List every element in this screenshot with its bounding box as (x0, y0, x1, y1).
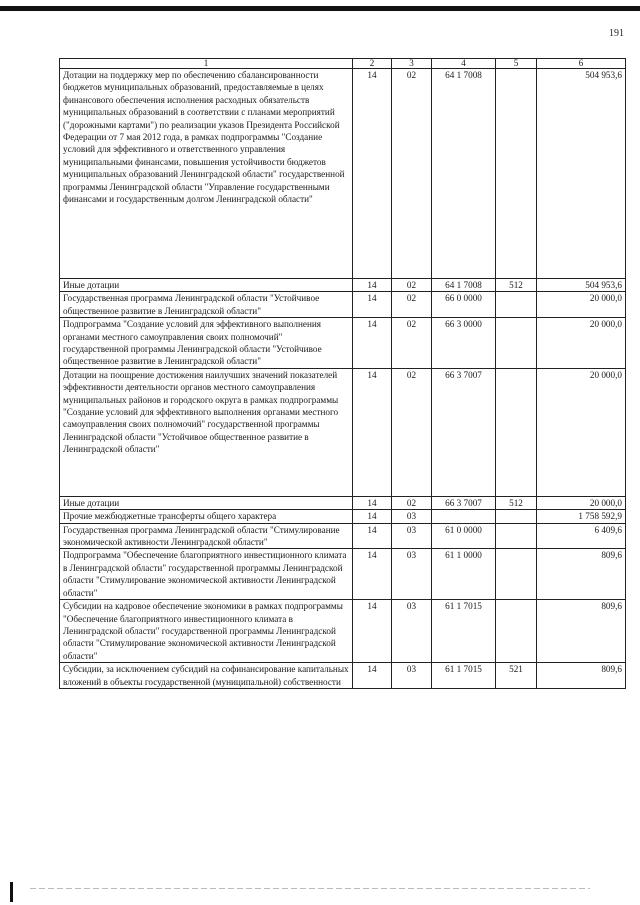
header-col-6: 6 (537, 59, 626, 69)
row-expense-type (496, 600, 537, 663)
row-expense-type: 512 (496, 496, 537, 509)
row-subsection: 03 (392, 663, 432, 689)
row-name: Государственная программа Ленинградской области "Стимулирование экономической активности Ленинградской области" (60, 523, 353, 549)
row-name: Субсидии на кадровое обеспечение экономики в рамках подпрограммы "Обеспечение благоприятного инвестиционного климата в Ленинградской области" государственной программы Ленинградской области "Стимулирование экономической активности Ленинградской области" (60, 600, 353, 663)
row-expense-type (496, 318, 537, 369)
row-target-code: 61 1 7015 (432, 600, 496, 663)
top-border-rule (0, 6, 640, 11)
row-expense-type (496, 368, 537, 496)
row-name: Подпрограмма "Обеспечение благоприятного инвестиционного климата в Ленинградской области" государственной программы Ленинградской области "Стимулирование экономической активности Ленинградской области" (60, 549, 353, 600)
table-row (60, 368, 626, 496)
row-name: Дотации на поощрение достижения наилучших значений показателей эффективности деятельности органов местного самоуправления муниципальных районов и городского округа в рамках подпрограммы "Создание условий для эффективного выполнения органами местного самоуправления своих полномочий" государственной программы Ленинградской области "Устойчивое общественное развитие в Ленинградской области" (60, 368, 353, 496)
scan-edge-mark (10, 882, 13, 902)
row-subsection: 02 (392, 69, 432, 279)
header-col-3: 3 (392, 59, 432, 69)
row-target-code: 66 0 0000 (432, 292, 496, 318)
row-subsection: 03 (392, 510, 432, 523)
row-section: 14 (353, 69, 392, 279)
row-subsection: 02 (392, 368, 432, 496)
row-target-code: 66 3 7007 (432, 496, 496, 509)
row-name: Подпрограмма "Создание условий для эффективного выполнения органами местного самоуправления своих полномочий" государственной программы Ленинградской области "Устойчивое общественное развитие в Ленинградской области" (60, 318, 353, 369)
row-target-code: 66 3 0000 (432, 318, 496, 369)
row-section: 14 (353, 549, 392, 600)
row-amount: 504 953,6 (537, 69, 626, 279)
row-section: 14 (353, 279, 392, 292)
header-col-1: 1 (60, 59, 353, 69)
row-name: Иные дотации (60, 496, 353, 509)
row-subsection: 03 (392, 523, 432, 549)
table-row (60, 318, 626, 369)
row-expense-type (496, 510, 537, 523)
row-subsection: 03 (392, 549, 432, 600)
table-row (60, 279, 626, 292)
row-target-code: 61 0 0000 (432, 523, 496, 549)
row-subsection: 02 (392, 279, 432, 292)
row-subsection: 03 (392, 600, 432, 663)
table-row (60, 549, 626, 600)
row-expense-type (496, 549, 537, 600)
row-amount: 20 000,0 (537, 368, 626, 496)
row-section: 14 (353, 496, 392, 509)
row-expense-type (496, 292, 537, 318)
row-section: 14 (353, 318, 392, 369)
table-row (60, 496, 626, 509)
row-section: 14 (353, 510, 392, 523)
row-subsection: 02 (392, 318, 432, 369)
row-name: Дотации на поддержку мер по обеспечению сбалансированности бюджетов муниципальных образований, предоставляемые в целях финансового обеспечения исполнения расходных обязательств муниципальных образований в соответствии с планами мероприятий ("дорожными картами") по реализации указов Президента Российской Федерации от 7 мая 2012 года, в рамках подпрограммы "Создание условий для эффективного и ответственного управления муниципальными финансами, повышения устойчивости бюджетов муниципальных образований Ленинградской области" государственной программы Ленинградской области "Управление государственными финансами и государственным долгом Ленинградской области" (60, 69, 353, 279)
row-name: Государственная программа Ленинградской области "Устойчивое общественное развитие в Ленинградской области" (60, 292, 353, 318)
row-amount: 809,6 (537, 549, 626, 600)
row-amount: 6 409,6 (537, 523, 626, 549)
table-row (60, 69, 626, 279)
page-number: 191 (609, 28, 624, 39)
row-target-code: 64 1 7008 (432, 69, 496, 279)
row-amount: 504 953,6 (537, 279, 626, 292)
header-col-5: 5 (496, 59, 537, 69)
row-section: 14 (353, 292, 392, 318)
table-row (60, 523, 626, 549)
row-expense-type: 521 (496, 663, 537, 689)
table-row (60, 510, 626, 523)
row-amount: 20 000,0 (537, 318, 626, 369)
row-subsection: 02 (392, 292, 432, 318)
row-amount: 1 758 592,9 (537, 510, 626, 523)
row-section: 14 (353, 523, 392, 549)
row-amount: 809,6 (537, 663, 626, 689)
row-target-code: 61 1 0000 (432, 549, 496, 600)
row-section: 14 (353, 600, 392, 663)
row-section: 14 (353, 368, 392, 496)
row-name: Субсидии, за исключением субсидий на софинансирование капитальных вложений в объекты государственной (муниципальной) собственности (60, 663, 353, 689)
table-row (60, 600, 626, 663)
row-expense-type (496, 523, 537, 549)
row-amount: 20 000,0 (537, 496, 626, 509)
table-row (60, 663, 626, 689)
budget-table (59, 58, 626, 689)
row-amount: 20 000,0 (537, 292, 626, 318)
header-col-4: 4 (432, 59, 496, 69)
row-name: Прочие межбюджетные трансферты общего характера (60, 510, 353, 523)
row-expense-type (496, 69, 537, 279)
row-section: 14 (353, 663, 392, 689)
header-col-2: 2 (353, 59, 392, 69)
row-target-code (432, 510, 496, 523)
row-amount: 809,6 (537, 600, 626, 663)
bottom-dotted-rule (30, 888, 590, 889)
row-target-code: 64 1 7008 (432, 279, 496, 292)
table-row (60, 292, 626, 318)
row-name: Иные дотации (60, 279, 353, 292)
row-target-code: 61 1 7015 (432, 663, 496, 689)
row-expense-type: 512 (496, 279, 537, 292)
row-subsection: 02 (392, 496, 432, 509)
table-header-row (60, 59, 626, 69)
row-target-code: 66 3 7007 (432, 368, 496, 496)
